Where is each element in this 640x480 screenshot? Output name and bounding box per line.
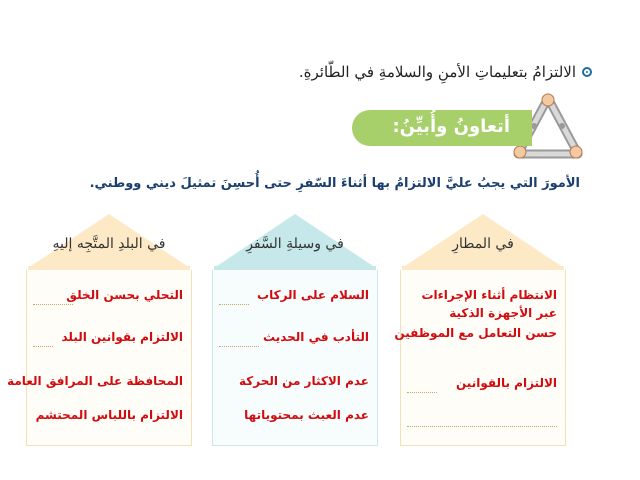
section-banner — [352, 110, 532, 146]
list-item: الالتزام بالقوانين — [456, 376, 557, 390]
column-header-destination — [26, 212, 192, 274]
answer-line — [407, 426, 557, 427]
answer-line — [33, 346, 53, 347]
column-header-vehicle — [212, 212, 378, 274]
column-body — [212, 270, 378, 446]
instruction-text: الأمورَ التي يجبُ عليَّ الالتزامُ بها أثناءَ السّفرِ حتى أُحسِنَ تمثيلَ ديني ووطني. — [89, 176, 580, 191]
list-item: حسن التعامل مع الموظفين — [394, 326, 557, 340]
answer-line — [219, 346, 259, 347]
list-item: عبر الأجهزة الذكية — [449, 306, 557, 320]
answer-line — [407, 392, 437, 393]
answer-line — [33, 304, 73, 305]
banner-title: أتعاونُ وأُبيِّنُ: — [392, 116, 510, 137]
list-item: الالتزام باللباس المحتشم — [35, 408, 183, 422]
answer-line — [219, 304, 249, 305]
list-item: التأدب في الحديث — [262, 330, 369, 344]
list-item: المحافظة على المرافق العامة — [7, 374, 183, 388]
list-item: عدم الاكثار من الحركة — [238, 374, 369, 388]
list-item: التحلي بحسن الخلق — [66, 288, 183, 302]
column-title: في وسيلةِ السَّفرِ — [246, 236, 344, 252]
column-airport — [394, 212, 566, 446]
list-item: عدم العبث بمحتوياتها — [244, 408, 369, 422]
list-item: السلام على الركاب — [257, 288, 369, 302]
list-item: الالتزام بقوانين البلد — [61, 330, 183, 344]
column-title: في البلدِ المتَّجِه إليهِ — [52, 236, 166, 252]
column-destination — [7, 212, 192, 446]
column-body — [394, 270, 566, 446]
column-body — [7, 270, 192, 446]
column-vehicle — [212, 212, 378, 446]
bullet-text: الالتزامُ بتعليماتِ الأمنِ والسلامةِ في الطّائرةِ. — [298, 63, 576, 81]
column-title: في المطارِ — [452, 236, 514, 252]
bullet-line — [52, 60, 592, 84]
list-item: الانتظام أثناء الإجراءات — [421, 288, 557, 302]
bullet-icon — [582, 67, 592, 77]
column-header-airport — [400, 212, 566, 274]
